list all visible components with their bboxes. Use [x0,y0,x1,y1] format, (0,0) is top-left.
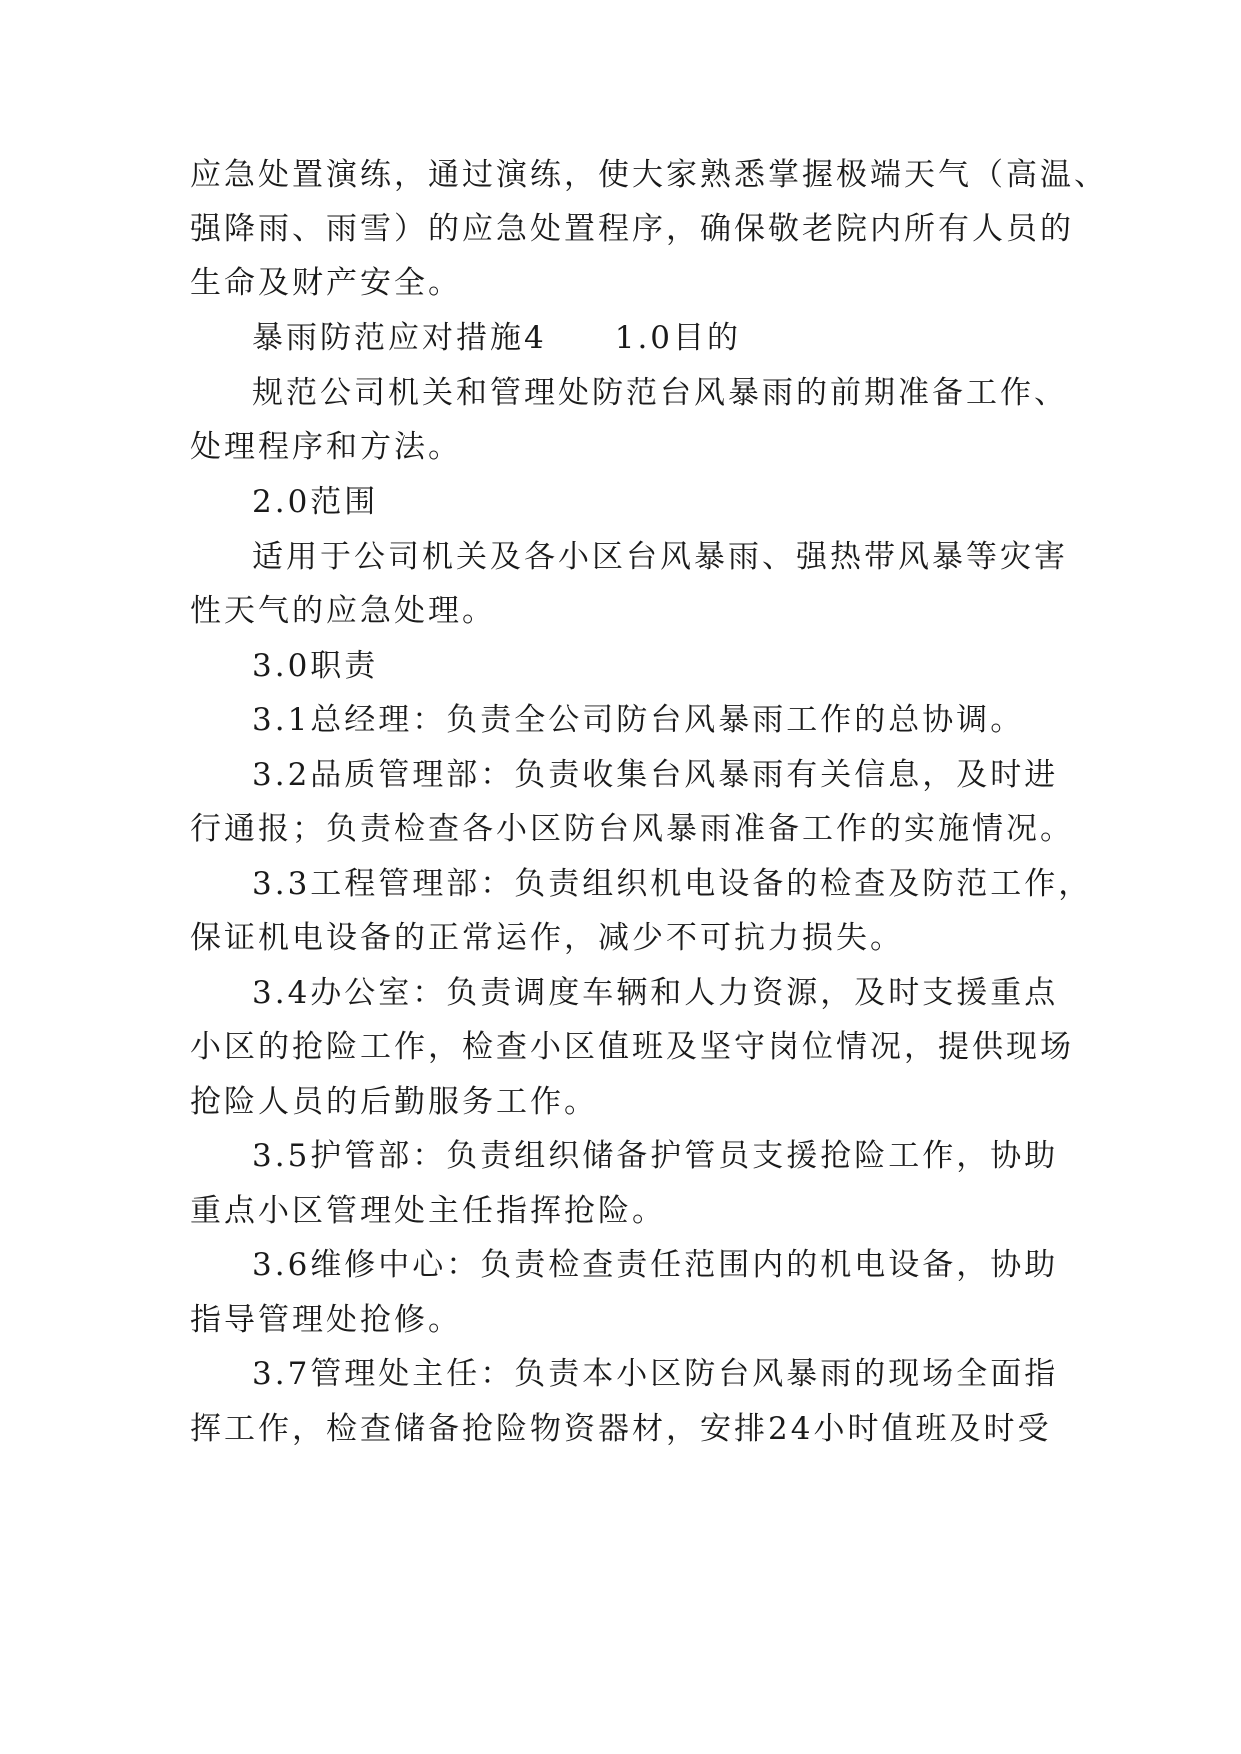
text-line: 行通报；负责检查各小区防台风暴雨准备工作的实施情况。 [190,811,1074,847]
text-line: 3.4办公室：负责调度车辆和人力资源，及时支援重点 [252,975,1059,1011]
text-line: 强降雨、雨雪）的应急处置程序，确保敬老院内所有人员的 [190,211,1074,247]
text-line: 3.2品质管理部：负责收集台风暴雨有关信息，及时进 [252,757,1059,793]
text-line: 重点小区管理处主任指挥抢险。 [190,1193,666,1229]
text-line: 性天气的应急处理。 [190,593,496,629]
text-line: 3.3工程管理部：负责组织机电设备的检查及防范工作， [252,866,1093,902]
text-line: 小区的抢险工作，检查小区值班及坚守岗位情况，提供现场 [190,1029,1074,1065]
text-line: 规范公司机关和管理处防范台风暴雨的前期准备工作、 [252,375,1068,411]
text-line: 抢险人员的后勤服务工作。 [190,1084,598,1120]
section-heading: 3.0职责 [252,648,379,684]
text-line: 指导管理处抢修。 [190,1302,462,1338]
text-line: 挥工作，检查储备抢险物资器材，安排24小时值班及时受 [190,1411,1052,1447]
text-line: 处理程序和方法。 [190,429,462,465]
text-line: 3.1总经理：负责全公司防台风暴雨工作的总协调。 [252,702,1025,738]
text-line: 3.6维修中心：负责检查责任范围内的机电设备，协助 [252,1247,1059,1283]
section-heading: 暴雨防范应对措施4 1.0目的 [252,320,742,356]
text-line: 生命及财产安全。 [190,265,462,301]
text-line: 适用于公司机关及各小区台风暴雨、强热带风暴等灾害 [252,539,1068,575]
text-line: 应急处置演练，通过演练，使大家熟悉掌握极端天气（高温、 [190,157,1108,193]
section-heading: 2.0范围 [252,484,379,520]
text-line: 3.5护管部：负责组织储备护管员支援抢险工作，协助 [252,1138,1059,1174]
text-line: 3.7管理处主任：负责本小区防台风暴雨的现场全面指 [252,1356,1059,1392]
text-line: 保证机电设备的正常运作，减少不可抗力损失。 [190,920,904,956]
